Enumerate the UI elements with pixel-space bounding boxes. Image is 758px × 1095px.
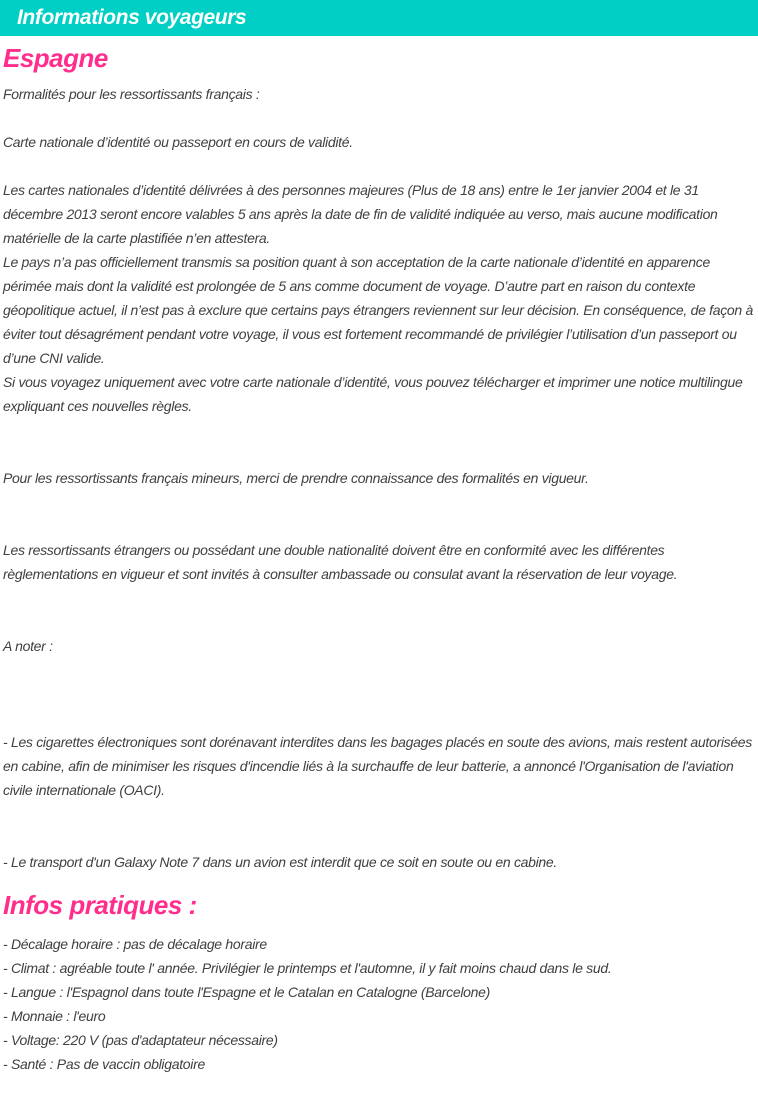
paragraph: Les cartes nationales d’identité délivrées à des personnes majeures (Plus de 18 ans) entre le 1er janvier 2004 et le 31 décembre 2013 seront encore valables 5 ans après la date de fin de validité indiquée au verso, mais aucune modification matérielle de la carte plastifiée n’en attestera.	[3, 182, 718, 246]
content-area	[0, 43, 758, 1076]
section-title: Informations voyageurs	[17, 6, 247, 29]
list-item: - Langue : l'Espagnol dans toute l'Espagne et le Catalan en Catalogne (Barcelone)	[3, 984, 490, 1000]
blank-line	[3, 418, 756, 442]
list-item: - Voltage: 220 V (pas d'adaptateur nécessaire)	[3, 1032, 278, 1048]
blank-line	[3, 106, 756, 130]
paragraph: Carte nationale d’identité ou passeport en cours de validité.	[3, 134, 353, 150]
paragraph: Les ressortissants étrangers ou possédant une double nationalité doivent être en conformité avec les différentes règlementations en vigueur et sont invités à consulter ambassade ou consulat avant la réservation de leur voyage.	[3, 542, 678, 582]
blank-line	[3, 826, 756, 850]
practical-info-list	[3, 932, 756, 1076]
blank-line	[3, 706, 756, 730]
blank-line	[3, 514, 756, 538]
blank-line	[3, 610, 756, 634]
blank-line	[3, 442, 756, 466]
section-header-bar	[0, 0, 758, 36]
country-heading: Espagne	[3, 43, 108, 73]
blank-line	[3, 586, 756, 610]
paragraph: Pour les ressortissants français mineurs, merci de prendre connaissance des formalités en vigueur.	[3, 470, 589, 486]
practical-info-heading: Infos pratiques :	[3, 890, 197, 920]
paragraph: Le pays n’a pas officiellement transmis sa position quant à son acceptation de la carte nationale d’identité en apparence périmée mais dont la validité est prolongée de 5 ans comme document de voyage. D’autre part en raison du contexte géopolitique actuel, il n’est pas à exclure que certains pays étrangers reviennent sur leur décision. En conséquence, de façon à éviter tout désagrément pendant votre voyage, il vous est fortement recommandé de privilégier l’utilisation d’un passeport ou d’une CNI valide.	[3, 254, 753, 366]
paragraph: Formalités pour les ressortissants français :	[3, 86, 260, 102]
traveler-info-text	[3, 82, 756, 874]
blank-line	[3, 682, 756, 706]
list-item: - Climat : agréable toute l' année. Privilégier le printemps et l'automne, il y fait moins chaud dans le sud.	[3, 960, 612, 976]
paragraph: Si vous voyagez uniquement avec votre carte nationale d’identité, vous pouvez télécharger et imprimer une notice multilingue expliquant ces nouvelles règles.	[3, 374, 743, 414]
list-item: - Monnaie : l'euro	[3, 1008, 106, 1024]
paragraph: - Les cigarettes électroniques sont dorénavant interdites dans les bagages placés en soute des avions, mais restent autorisées en cabine, afin de minimiser les risques d'incendie liés à la surchauffe de leur batterie, a annoncé l'Organisation de l'aviation civile internationale (OACI).	[3, 734, 752, 798]
paragraph: A noter :	[3, 638, 53, 654]
blank-line	[3, 154, 756, 178]
paragraph: - Le transport d'un Galaxy Note 7 dans un avion est interdit que ce soit en soute ou en cabine.	[3, 854, 557, 870]
list-item: - Décalage horaire : pas de décalage horaire	[3, 936, 267, 952]
blank-line	[3, 658, 756, 682]
list-item: - Santé : Pas de vaccin obligatoire	[3, 1056, 205, 1072]
blank-line	[3, 802, 756, 826]
blank-line	[3, 490, 756, 514]
